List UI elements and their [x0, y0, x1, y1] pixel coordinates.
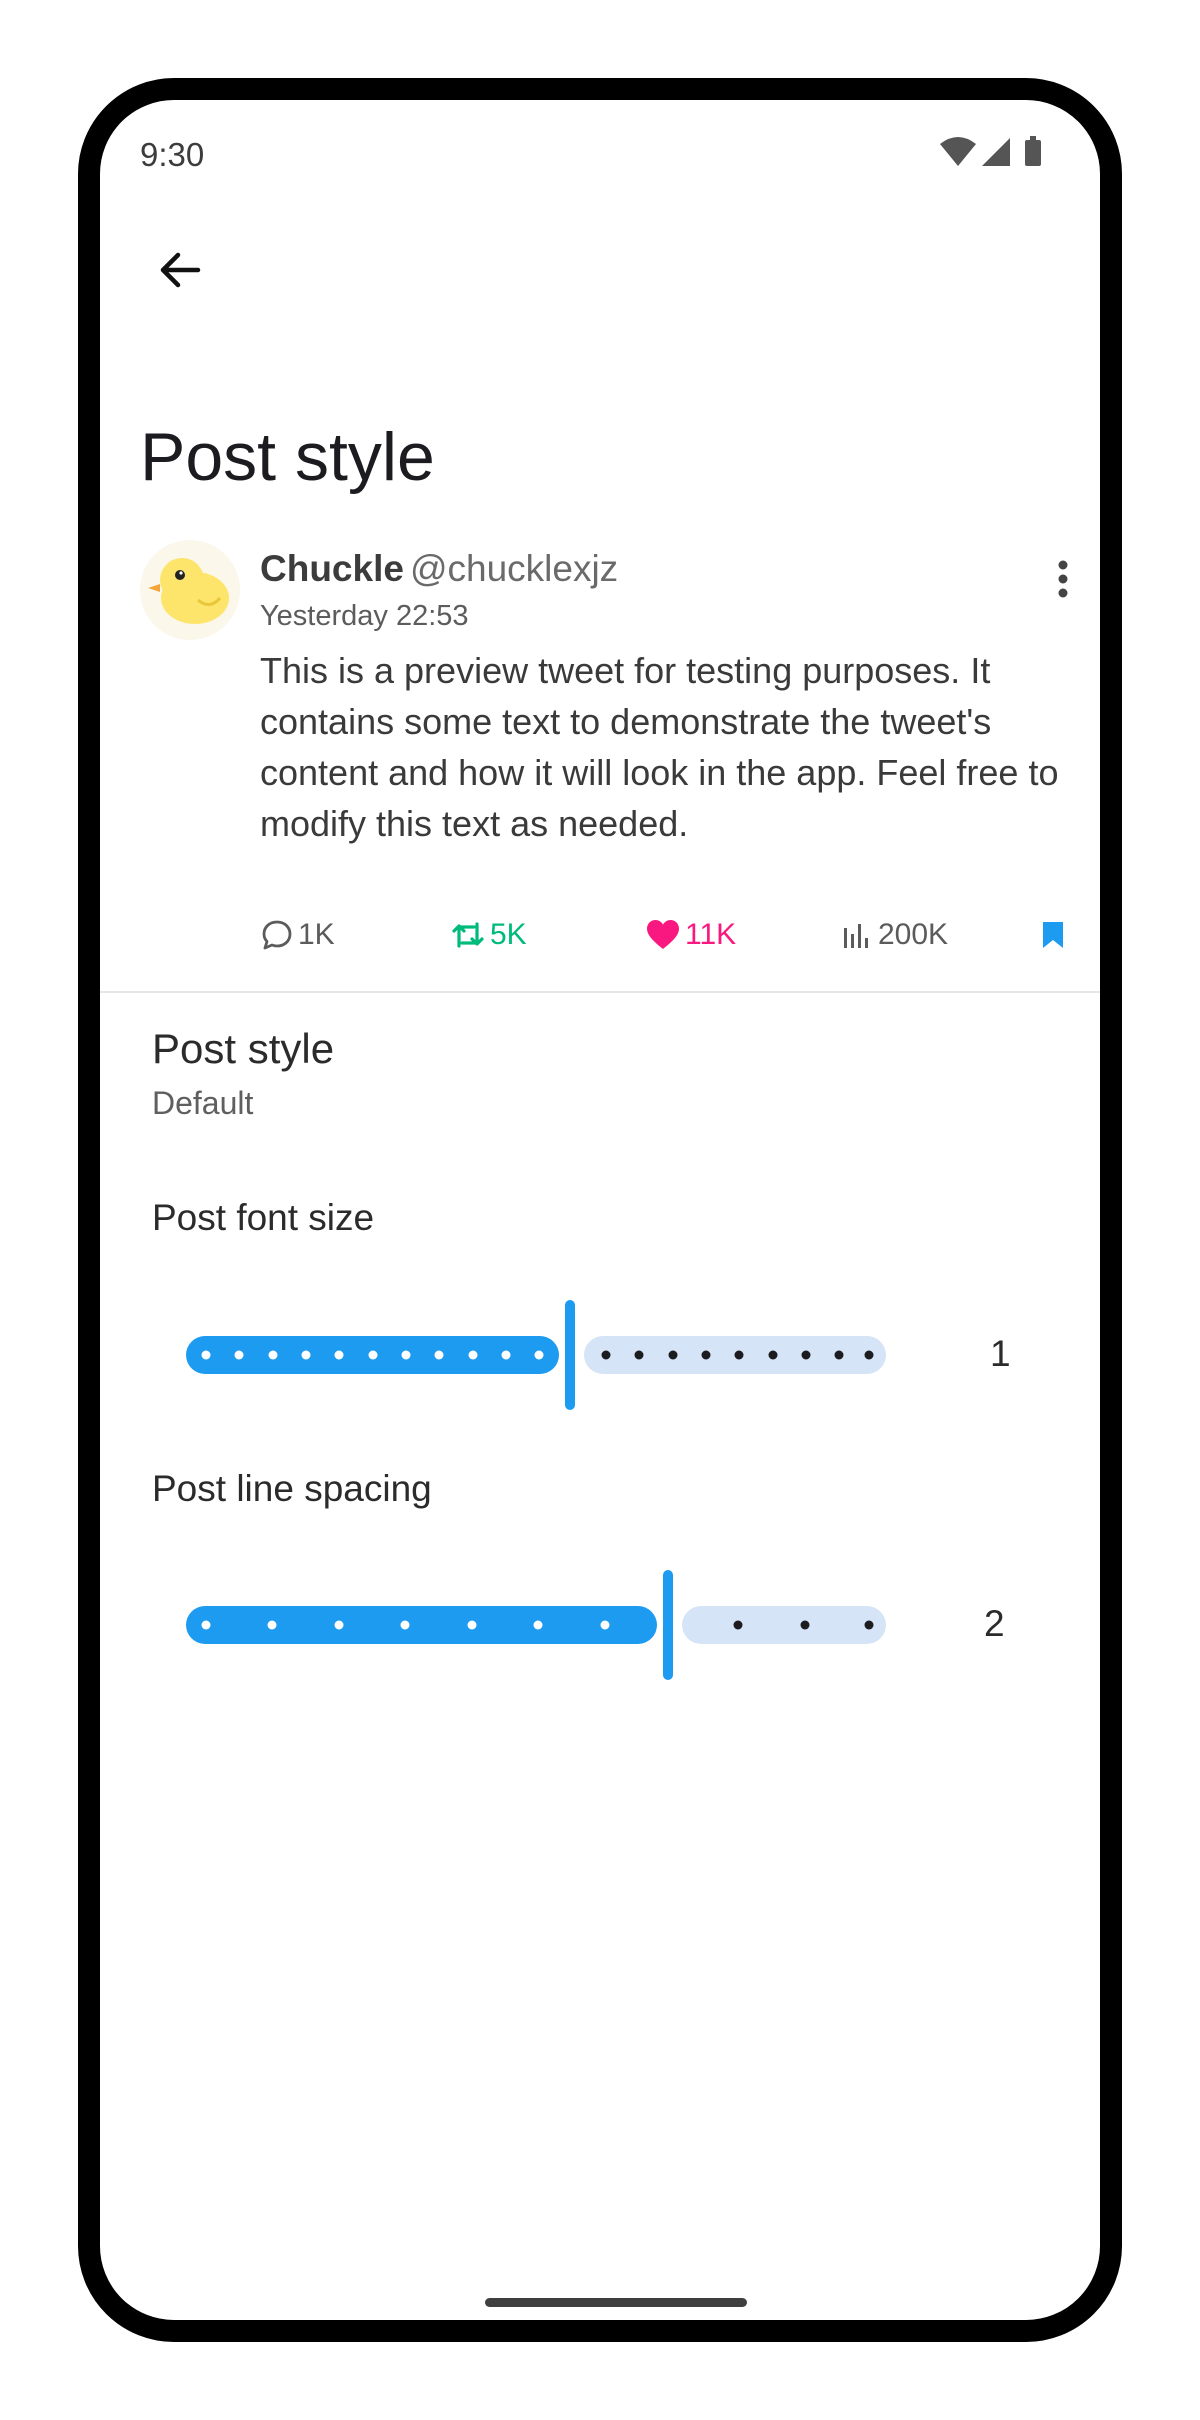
home-indicator[interactable] [485, 2298, 747, 2307]
author-handle: @chucklexjz [409, 548, 619, 589]
post-style-value: Default [152, 1085, 254, 1121]
like-count: 11K [685, 918, 737, 951]
battery-icon [1025, 136, 1041, 166]
more-vertical-icon [1057, 559, 1069, 599]
font-size-value: 1 [990, 1333, 1011, 1374]
line-spacing-slider[interactable] [186, 1570, 886, 1680]
reply-action[interactable] [260, 910, 335, 960]
status-time: 9:30 [140, 136, 205, 173]
heart-icon [645, 918, 681, 952]
tweet-timestamp: Yesterday 22:53 [260, 600, 469, 632]
views-count: 200K [878, 918, 949, 951]
retweet-icon [450, 918, 486, 952]
views-action[interactable] [840, 910, 948, 960]
reply-count: 1K [298, 918, 335, 951]
back-button[interactable] [140, 230, 220, 310]
status-bar [100, 100, 1100, 210]
retweet-action[interactable] [450, 910, 527, 960]
signal-icon [982, 138, 1010, 166]
retweet-count: 5K [490, 918, 527, 951]
author-name: Chuckle [260, 548, 404, 589]
post-style-setting[interactable]: Post style [152, 1025, 335, 1072]
system-icons [938, 134, 1058, 179]
tweet-preview [100, 540, 1100, 960]
bookmark-action[interactable] [1040, 910, 1070, 960]
tweet-text: This is a preview tweet for testing purposes. It contains some text to demonstrate the tweet's content and how it will look in the app. Feel free to modify this text as needed. [260, 650, 1059, 844]
tweet-actions [260, 910, 1080, 960]
phone-frame [78, 78, 1122, 2342]
bookmark-icon [1040, 920, 1066, 950]
avatar [140, 540, 240, 640]
line-spacing-label: Post line spacing [152, 1468, 432, 1509]
font-size-slider[interactable] [186, 1300, 886, 1410]
more-options-button[interactable] [1048, 554, 1078, 604]
like-action[interactable] [645, 910, 736, 960]
wifi-icon [940, 137, 976, 166]
font-size-label: Post font size [152, 1197, 375, 1238]
page-title: Post style [140, 419, 435, 495]
divider [100, 991, 1100, 993]
bar-chart-icon [840, 918, 874, 952]
line-spacing-value: 2 [984, 1603, 1005, 1644]
tweet-author [260, 548, 618, 590]
arrow-left-icon [158, 250, 202, 290]
comment-icon [260, 918, 294, 952]
